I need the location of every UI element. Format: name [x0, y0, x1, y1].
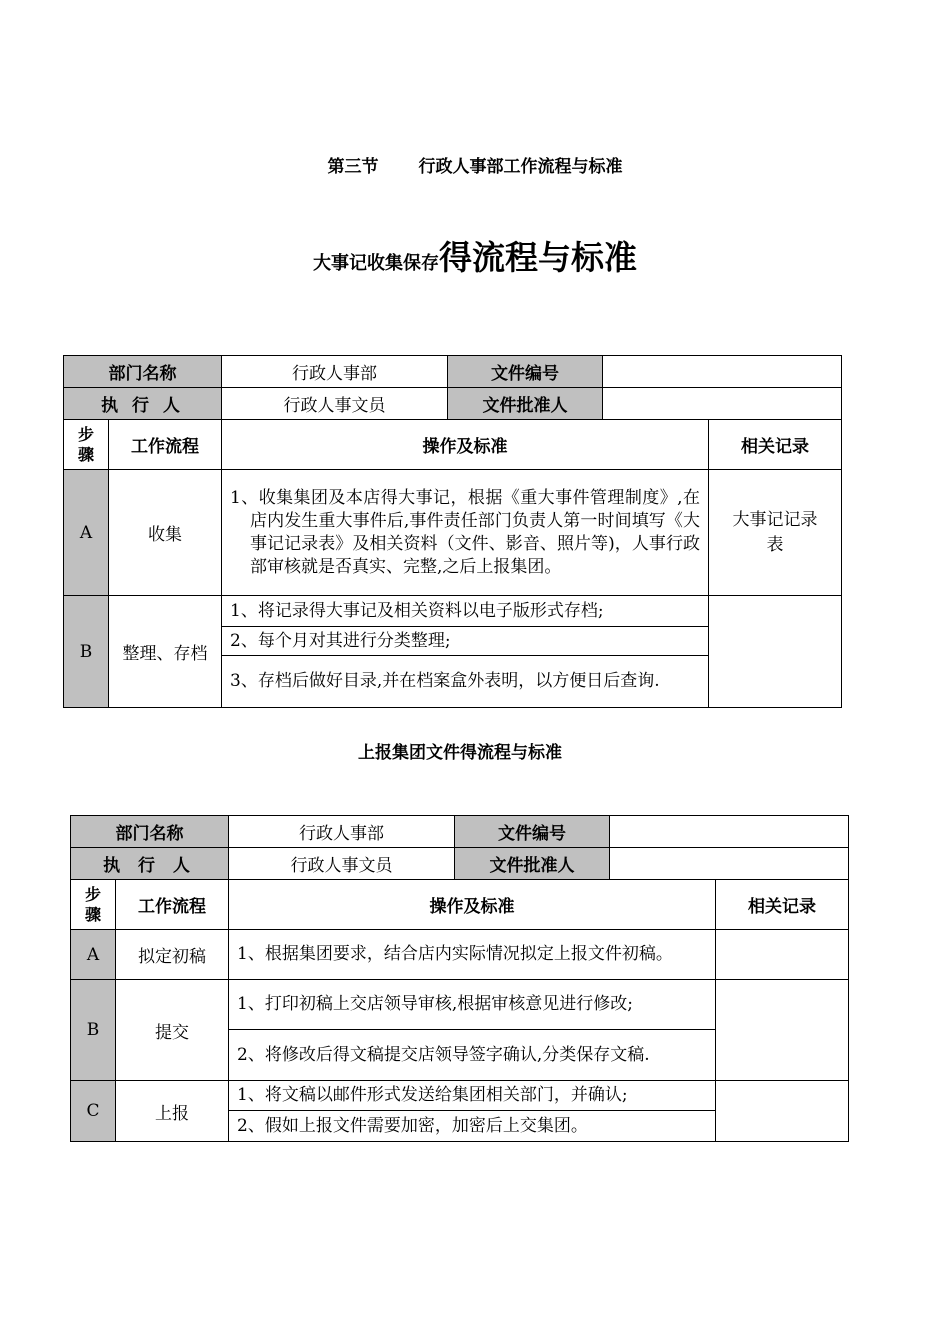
col-standard-header: 操作及标准 — [222, 420, 709, 470]
step-c: C — [71, 1081, 116, 1142]
record-cell — [716, 980, 849, 1081]
process-table-2 — [70, 815, 849, 1142]
approver-value — [603, 388, 842, 420]
document-title-1 — [0, 232, 950, 279]
step-a: A — [71, 930, 116, 980]
col-process-header: 工作流程 — [116, 880, 229, 930]
col-record-header: 相关记录 — [709, 420, 842, 470]
dept-label: 部门名称 — [71, 816, 229, 848]
executor-label: 执 行 人 — [71, 848, 229, 880]
process-table-1 — [63, 355, 842, 708]
step-b: B — [64, 596, 109, 708]
standard-item: 2、假如上报文件需要加密，加密后上交集团。 — [229, 1111, 716, 1142]
dept-label: 部门名称 — [64, 356, 222, 388]
record-cell: 大事记记录表 — [709, 470, 842, 596]
approver-label: 文件批准人 — [448, 388, 603, 420]
standard-item: 2、每个月对其进行分类整理; — [222, 627, 709, 656]
standard-text: 1、收集集团及本店得大事记，根据《重大事件管理制度》,在店内发生重大事件后,事件责任部门负责人第一时间填写《大事记记录表》及相关资料（文件、影音、照片等)，人事行政部审核就是否真实、完整,之后上报集团。 — [222, 470, 709, 596]
executor-label: 执 行 人 — [64, 388, 222, 420]
executor-value: 行政人事文员 — [229, 848, 455, 880]
doc-no-label: 文件编号 — [455, 816, 610, 848]
doc-no-label: 文件编号 — [448, 356, 603, 388]
approver-value — [610, 848, 849, 880]
standard-item: 1、将文稿以邮件形式发送给集团相关部门，并确认; — [229, 1081, 716, 1111]
process-submit: 提交 — [116, 980, 229, 1081]
title-1-large-part: 得流程与标准 — [439, 238, 637, 277]
standard-item: 1、根据集团要求，结合店内实际情况拟定上报文件初稿。 — [229, 930, 716, 980]
title-1-small-part: 大事记收集保存 — [313, 253, 439, 274]
process-report: 上报 — [116, 1081, 229, 1142]
document-title-2: 上报集团文件得流程与标准 — [358, 743, 562, 763]
section-name: 行政人事部工作流程与标准 — [418, 157, 623, 177]
col-process-header: 工作流程 — [109, 420, 222, 470]
process-archive: 整理、存档 — [109, 596, 222, 708]
process-draft: 拟定初稿 — [116, 930, 229, 980]
step-b: B — [71, 980, 116, 1081]
section-number: 第三节 — [327, 157, 379, 177]
standard-item: 2、将修改后得文稿提交店领导签字确认,分类保存文稿. — [229, 1030, 716, 1081]
record-cell — [716, 1081, 849, 1142]
col-record-header: 相关记录 — [716, 880, 849, 930]
executor-value: 行政人事文员 — [222, 388, 448, 420]
standard-item: 1、将记录得大事记及相关资料以电子版形式存档; — [222, 596, 709, 627]
col-standard-header: 操作及标准 — [229, 880, 716, 930]
standard-item: 3、存档后做好目录,并在档案盒外表明，以方便日后查询. — [222, 656, 709, 708]
record-cell — [709, 596, 842, 708]
process-collect: 收集 — [109, 470, 222, 596]
step-a: A — [64, 470, 109, 596]
record-cell — [716, 930, 849, 980]
dept-value: 行政人事部 — [222, 356, 448, 388]
col-step-header: 步骤 — [71, 880, 116, 930]
doc-no-value — [610, 816, 849, 848]
doc-no-value — [603, 356, 842, 388]
approver-label: 文件批准人 — [455, 848, 610, 880]
col-step-header: 步骤 — [64, 420, 109, 470]
section-heading — [0, 152, 950, 177]
dept-value: 行政人事部 — [229, 816, 455, 848]
standard-item: 1、打印初稿上交店领导审核,根据审核意见进行修改; — [229, 980, 716, 1030]
